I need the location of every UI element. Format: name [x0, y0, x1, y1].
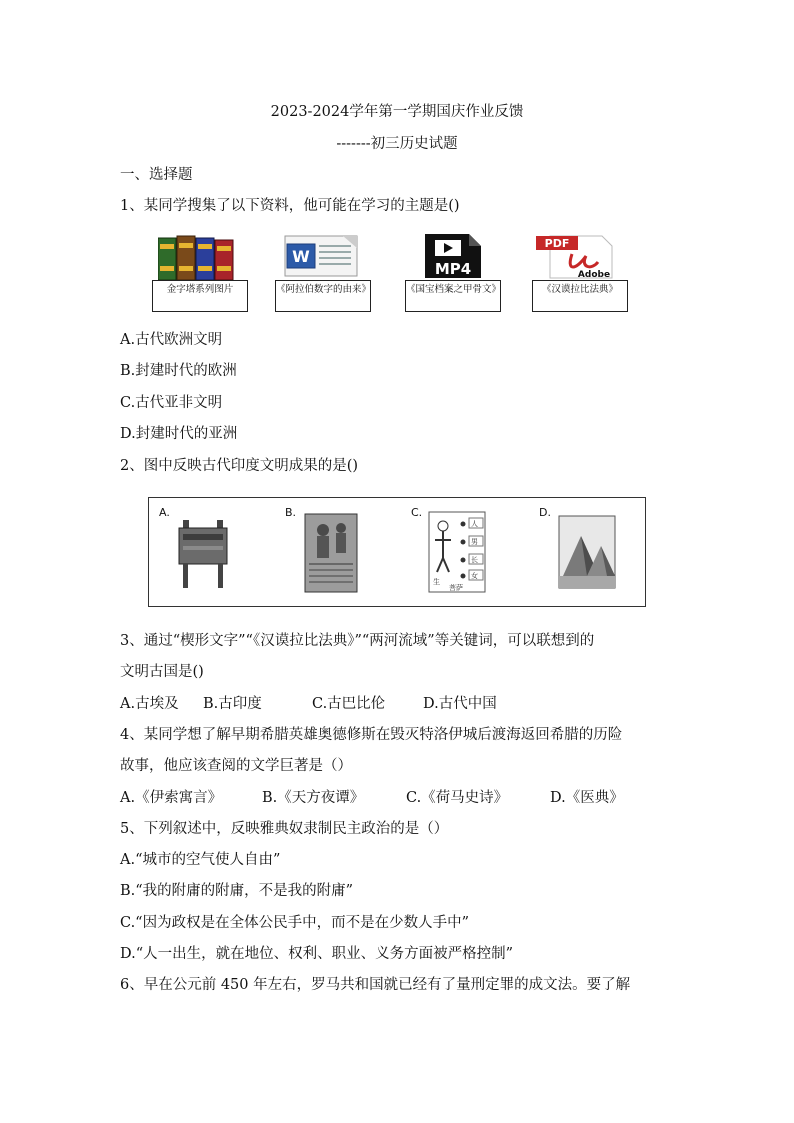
- q5-option-b: B.“我的附庸的附庸，不是我的附庸”: [120, 883, 354, 899]
- q1-caption-1: 金字塔系列图片: [152, 280, 248, 312]
- q1-caption-4: 《汉谟拉比法典》: [532, 280, 628, 312]
- q4-option-d: D.《医典》: [550, 790, 624, 806]
- q5-option-c: C.“因为政权是在全体公民手中，而不是在少数人手中”: [120, 915, 470, 931]
- svg-text:Adobe: Adobe: [577, 270, 611, 280]
- question-5-stem: 5、下列叙述中，反映雅典奴隶制民主政治的是（）: [120, 821, 449, 837]
- question-6-stem-line1: 6、早在公元前 450 年左右，罗马共和国就已经有了量刑定罪的成文法。要了解: [120, 977, 631, 993]
- svg-text:人: 人: [471, 520, 478, 528]
- question-1-stem: 1、某同学搜集了以下资料，他可能在学习的主题是(): [120, 198, 460, 214]
- page-subtitle: -------初三历史试题: [336, 136, 458, 152]
- question-3-stem-line2: 文明古国是(): [120, 664, 204, 680]
- section-heading: 一、选择题: [120, 167, 193, 183]
- word-document-icon: [283, 232, 363, 278]
- page-title: 2023-2024学年第一学期国庆作业反馈: [270, 104, 524, 120]
- q4-option-b: B.《天方夜谭》: [262, 790, 365, 806]
- q4-option-a: A.《伊索寓言》: [120, 790, 223, 806]
- q4-option-c: C.《荷马史诗》: [406, 790, 509, 806]
- pyramids-photo-icon: [557, 510, 617, 594]
- stone-relief-icon: [301, 510, 361, 594]
- q3-option-d: D.古代中国: [423, 696, 497, 712]
- q1-caption-3: 《国宝档案之甲骨文》: [405, 280, 501, 312]
- svg-text:菩萨: 菩萨: [449, 584, 463, 592]
- q1-option-b: B.封建时代的欧洲: [120, 363, 237, 379]
- question-2-stem: 2、图中反映古代印度文明成果的是(): [120, 458, 359, 474]
- q5-option-a: A.“城市的空气使人自由”: [120, 852, 281, 868]
- q1-caption-2: 《阿拉伯数字的由来》: [275, 280, 371, 312]
- question-4-stem-line2: 故事，他应该查阅的文学巨著是（）: [120, 758, 352, 774]
- q1-item-3: [405, 232, 501, 314]
- q1-item-4: [532, 232, 628, 314]
- q1-option-d: D.封建时代的亚洲: [120, 426, 238, 442]
- q2-label-c: C.: [411, 506, 423, 519]
- mp4-file-icon: [423, 232, 485, 280]
- bronze-ding-icon: [173, 510, 233, 594]
- q3-option-a: A.古埃及: [120, 696, 179, 712]
- q2-label-a: A.: [159, 506, 170, 519]
- svg-text:MP4: MP4: [434, 260, 472, 278]
- q1-option-c: C.古代亚非文明: [120, 395, 223, 411]
- q1-item-2: [275, 232, 371, 314]
- svg-text:生: 生: [433, 578, 440, 586]
- svg-text:男: 男: [471, 538, 478, 546]
- svg-text:W: W: [292, 247, 310, 266]
- pdf-file-icon: [536, 232, 616, 280]
- svg-text:女: 女: [471, 572, 478, 580]
- q5-option-d: D.“人一出生，就在地位、权利、职业、义务方面被严格控制”: [120, 946, 514, 962]
- q2-label-b: B.: [285, 506, 297, 519]
- q3-option-b: B.古印度: [203, 696, 262, 712]
- question-3-stem-line1: 3、通过“楔形文字”“《汉谟拉比法典》”“两河流域”等关键词，可以联想到的: [120, 633, 595, 649]
- q2-label-d: D.: [539, 506, 551, 519]
- q3-option-c: C.古巴比伦: [312, 696, 386, 712]
- q1-item-1: [152, 232, 248, 314]
- svg-text:PDF: PDF: [544, 237, 570, 250]
- q1-option-a: A.古代欧洲文明: [120, 332, 223, 348]
- books-icon: [158, 234, 236, 280]
- caste-diagram-icon: [427, 510, 487, 594]
- question-4-stem-line1: 4、某同学想了解早期希腊英雄奥德修斯在毁灭特洛伊城后渡海返回希腊的历险: [120, 727, 623, 743]
- svg-text:长: 长: [471, 556, 478, 564]
- q2-figure: [148, 497, 646, 607]
